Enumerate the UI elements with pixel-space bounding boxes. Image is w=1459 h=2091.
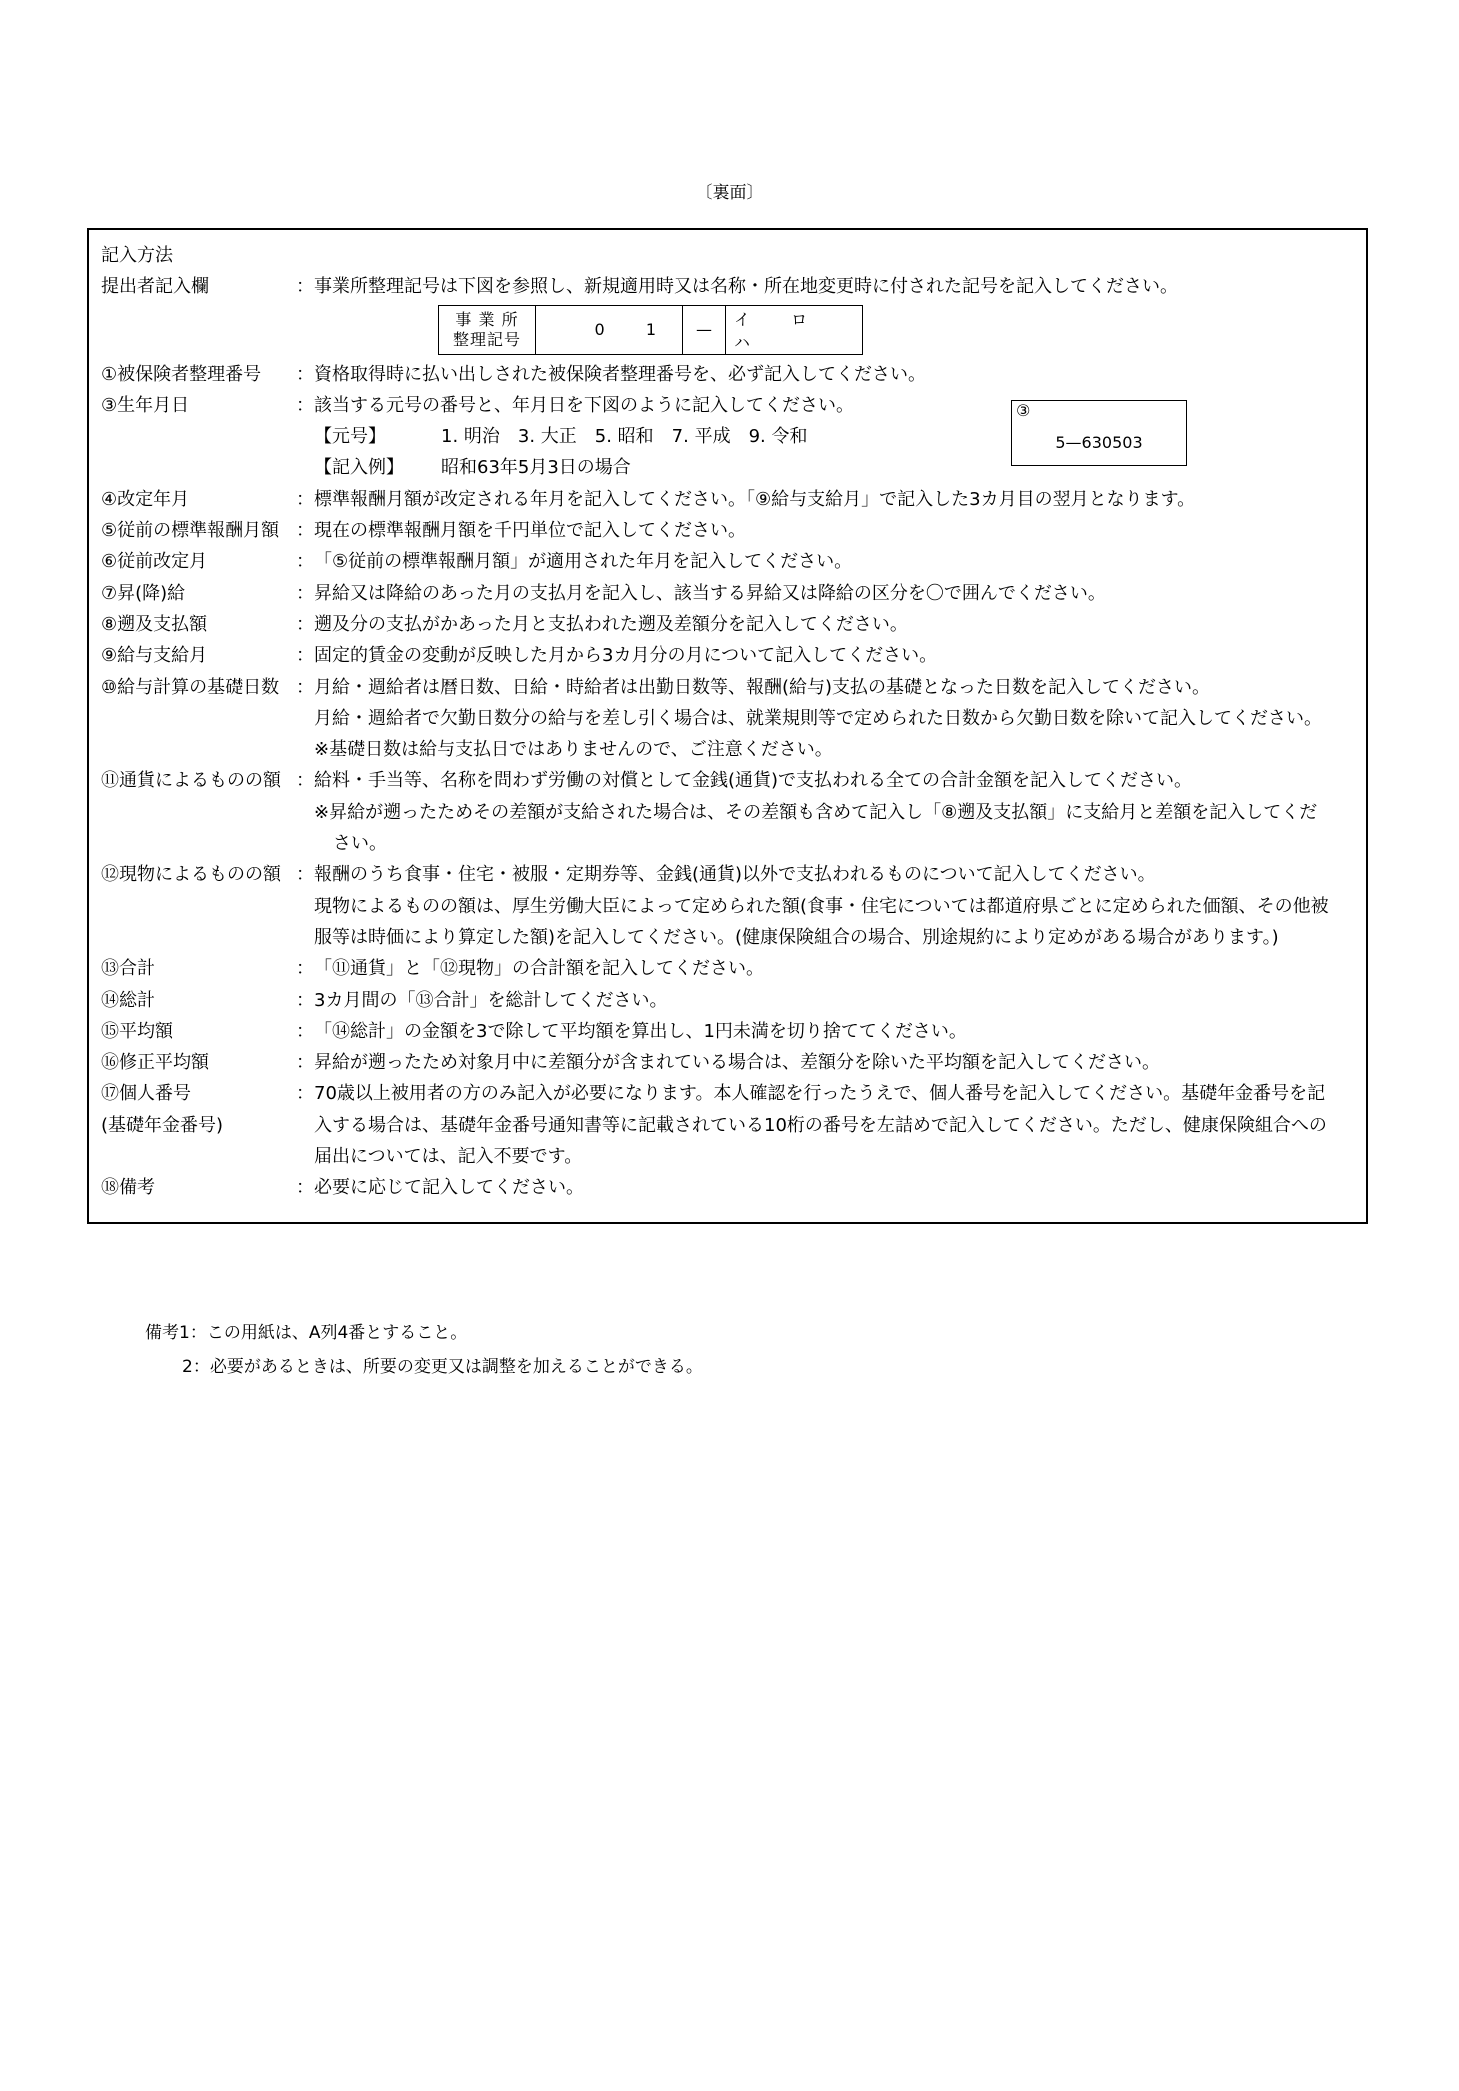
instructions-heading: 記入方法 [101,245,173,266]
instruction-row-line [101,672,1356,703]
colon: ： [296,1020,314,1042]
colon: ： [296,676,314,698]
row-text: 該当する元号の番号と、年月日を下図のように記入してください。 [314,394,854,416]
row-text: 月給・週給者で欠勤日数分の給与を差し引く場合は、就業規則等で定められた日数から欠勤日数を除いて記入してください。 [314,707,1322,729]
colon: ： [296,488,314,510]
row-label: ⑩給与計算の基礎日数 [101,676,280,698]
row-label: ⑧遡及支払額 [101,613,208,635]
row-text: 入する場合は、基礎年金番号通知書等に記載されている10桁の番号を左詰めで記入してください。ただし、健康保険組合への [314,1114,1327,1136]
row-text: 昇給が遡ったため対象月中に差額分が含まれている場合は、差額分を除いた平均額を記入してください。 [314,1052,1160,1074]
row-label: 提出者記入欄 [101,276,209,298]
row-text: 給料・手当等、名称を問わず労働の対償として金銭(通貨)で支払われる全ての合計金額を記入してください。 [314,770,1193,792]
colon: ： [296,394,314,416]
row-text: 「⑪通貨」と「⑫現物」の合計額を記入してください。 [314,958,764,980]
instruction-row-line [101,891,1356,922]
row-text: 服等は時価により算定した額)を記入してください。(健康保険組合の場合、別途規約により定めがある場合があります。) [314,926,1279,948]
instruction-row-line [101,734,1356,765]
instruction-row-line [101,703,1356,734]
instruction-row-line [101,484,1356,515]
colon: ： [296,613,314,635]
row-label: ⑰個人番号 [101,1083,191,1105]
row-label: ⑥従前改定月 [101,551,208,573]
instruction-row-line [101,765,1356,796]
office-code-digits: 0 1 [536,305,683,354]
instruction-row-line [101,1172,1356,1203]
era-values: 1. 明治 3. 大正 5. 昭和 7. 平成 9. 令和 [441,426,808,448]
row-label: ④改定年月 [101,488,190,510]
instruction-row-line [101,922,1356,953]
office-code-example [101,303,1356,359]
colon: ： [296,1052,314,1074]
row-label: ⑫現物によるものの額 [101,864,281,886]
row-text: 昇給又は降給のあった月の支払月を記入し、該当する昇給又は降給の区分を〇で囲んでください。 [314,582,1106,604]
remark-1: 備考1：この用紙は、A列4番とすること。 [145,1323,468,1343]
colon: ： [296,1083,314,1105]
colon: ： [296,958,314,980]
page-side-title: 〔裏面〕 [695,183,764,203]
colon: ： [296,363,314,385]
office-code-label: 事 業 所 整理記号 [439,305,536,354]
instruction-row-line [101,609,1356,640]
row-label: ⑦昇(降)給 [101,582,186,604]
row-text: 固定的賃金の変動が反映した月から3カ月分の月について記入してください。 [314,645,938,667]
birthdate-example-box [1011,400,1187,466]
row-text: 「⑤従前の標準報酬月額」が適用された年月を記入してください。 [314,551,853,573]
row-label: ⑬合計 [101,958,155,980]
row-submitter [101,271,1356,302]
row-text: 現在の標準報酬月額を千円単位で記入してください。 [314,520,746,542]
instruction-row-line [101,1016,1356,1047]
remark-2: 2：必要があるときは、所要の変更又は調整を加えることができる。 [182,1357,703,1377]
row-insured-number [101,359,1356,390]
colon: ： [296,989,314,1011]
instruction-row-line [101,578,1356,609]
instruction-row-line [101,1110,1356,1141]
colon: ： [296,520,314,542]
row-text: 事業所整理記号は下図を参照し、新規適用時又は名称・所在地変更時に付された記号を記入してください。 [314,276,1178,298]
row-label: ⑨給与支給月 [101,645,208,667]
row-label: ⑮平均額 [101,1020,173,1042]
colon: ： [296,770,314,792]
row-text: 現物によるものの額は、厚生労働大臣によって定められた額(食事・住宅については都道府県ごとに定められた価額、その他被 [314,895,1329,917]
office-code-kana: イ ロ ハ [726,305,863,354]
example-value: 昭和63年5月3日の場合 [441,457,631,479]
colon: ： [296,864,314,886]
office-code-separator: — [683,305,726,354]
colon: ： [296,645,314,667]
era-key: 【元号】 [314,426,386,448]
row-text: 月給・週給者は暦日数、日給・時給者は出勤日数等、報酬(給与)支払の基礎となった日数を記入してください。 [314,676,1211,698]
row-label: ⑪通貨によるものの額 [101,770,281,792]
row-label: ①被保険者整理番号 [101,363,262,385]
instruction-row-line [101,546,1356,577]
row-text: 3カ月間の「⑬合計」を総計してください。 [314,989,668,1011]
example-box-value: 5—630503 [1055,433,1143,453]
colon: ： [296,582,314,604]
colon: ： [296,276,314,298]
instruction-row-line [101,1047,1356,1078]
row-label: ⑱備考 [101,1177,155,1199]
row-text: 報酬のうち食事・住宅・被服・定期券等、金銭(通貨)以外で支払われるものについて記入してください。 [314,864,1156,886]
row-text: 遡及分の支払がかあった月と支払われた遡及差額分を記入してください。 [314,613,908,635]
instruction-row-line [101,953,1356,984]
row-text: ※昇給が遡ったためその差額が支給された場合は、その差額も含めて記入し「⑧遡及支払額」に支給月と差額を記入してくだ [314,801,1318,823]
colon: ： [296,1177,314,1199]
row-text: 「⑭総計」の金額を3で除して平均額を算出し、1円未満を切り捨ててください。 [314,1020,967,1042]
instruction-row-line [101,828,1356,859]
row-text: 資格取得時に払い出しされた被保険者整理番号を、必ず記入してください。 [314,363,926,385]
row-label: ⑯修正平均額 [101,1052,209,1074]
row-text: ※基礎日数は給与支払日ではありませんので、ご注意ください。 [314,739,833,761]
instruction-row-line [101,797,1356,828]
instruction-row-line [101,1078,1356,1109]
instruction-row-line [101,1141,1356,1172]
row-text: 届出については、記入不要です。 [314,1146,583,1168]
instruction-row-line [101,985,1356,1016]
row-text: 必要に応じて記入してください。 [314,1177,584,1199]
row-text: さい。 [333,833,387,855]
instruction-row-line [101,640,1356,671]
row-label: ⑤従前の標準報酬月額 [101,520,280,542]
example-box-mark: ③ [1016,401,1031,421]
example-key: 【記入例】 [314,457,404,479]
row-label: ③生年月日 [101,394,190,416]
instructions-box [87,228,1368,1224]
remarks [145,1316,703,1384]
row-text: 標準報酬月額が改定される年月を記入してください。「⑨給与支給月」で記入した3カ月目の翌月となります。 [314,488,1196,510]
colon: ： [296,551,314,573]
row-label: ⑭総計 [101,989,155,1011]
instruction-row-line [101,859,1356,890]
instruction-row-line [101,515,1356,546]
row-text: 70歳以上被用者の方のみ記入が必要になります。本人確認を行ったうえで、個人番号を記入してください。基礎年金番号を記 [314,1083,1326,1105]
row-label-secondary: (基礎年金番号) [101,1114,224,1136]
